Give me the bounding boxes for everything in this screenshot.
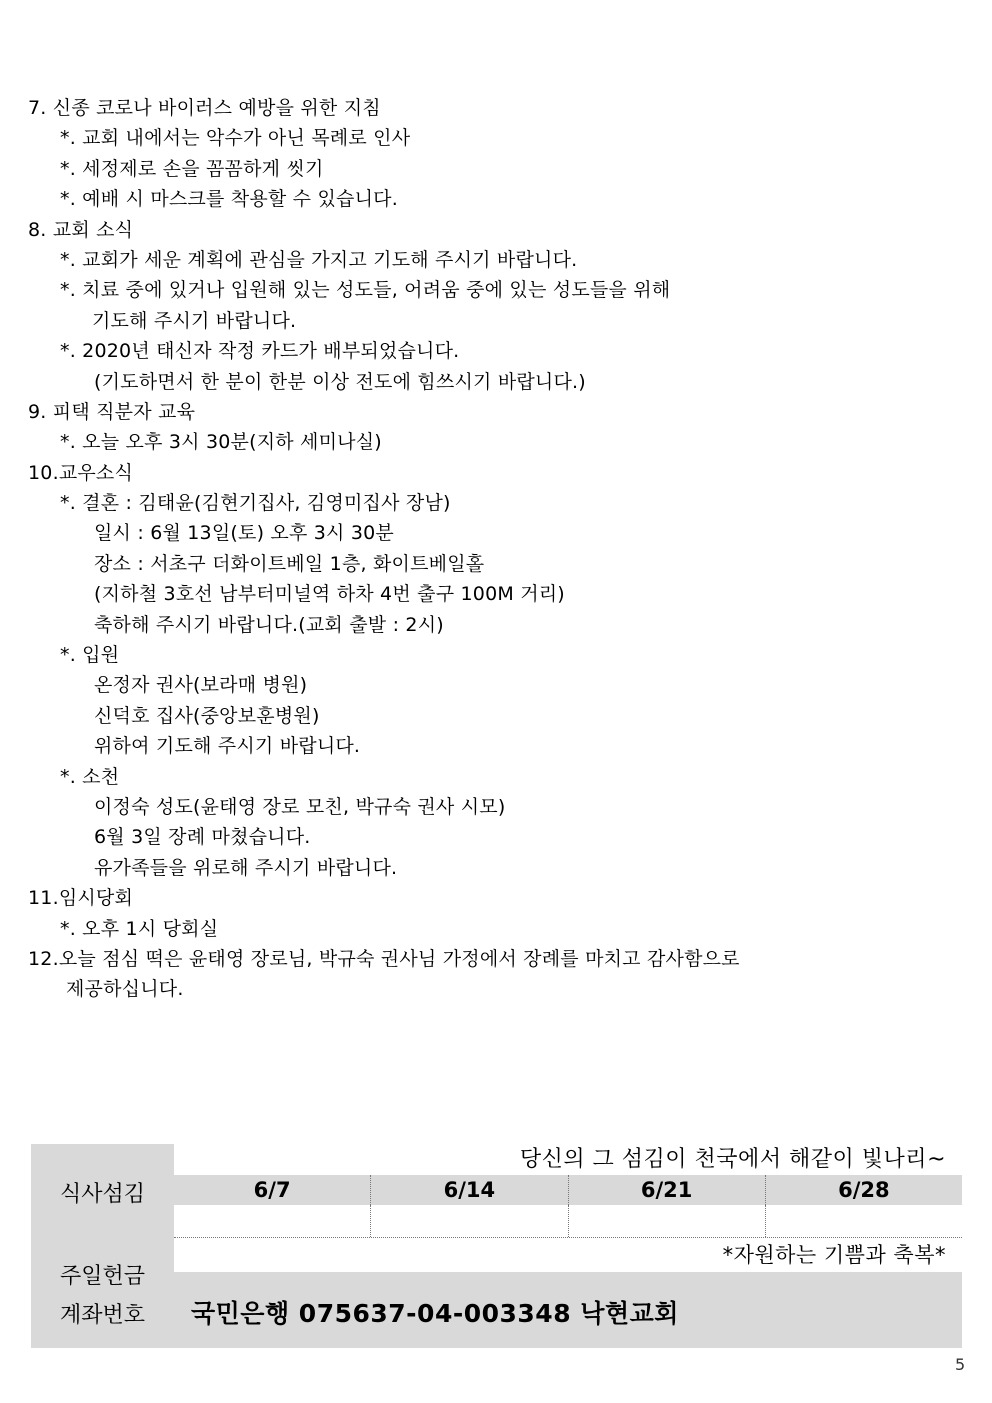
notice-detail: 이정숙 성도(윤태영 장로 모친, 박규숙 권사 시모): [94, 795, 506, 818]
notice-heading-9: 9. 피택 직분자 교육: [28, 400, 196, 423]
notice-heading-12: 12.오늘 점심 떡은 윤태영 장로님, 박규숙 권사님 가정에서 장례를 마치고 감사함으로: [28, 947, 740, 970]
notice-heading-7: 7. 신종 코로나 바이러스 예방을 위한 지침: [28, 97, 381, 119]
meal-motto: 당신의 그 섬김이 천국에서 해같이 빛나리~: [519, 1147, 946, 1172]
meal-label: 식사섬김: [59, 1182, 145, 1207]
meal-volunteer-row: [174, 1205, 962, 1238]
notice-item: *. 교회가 세운 계획에 관심을 가지고 기도해 주시기 바랍니다.: [60, 248, 578, 271]
page-number: 5: [955, 1355, 966, 1374]
notice-detail: 온정자 권사(보라매 병원): [94, 674, 308, 697]
meal-date: 6/14: [371, 1175, 568, 1205]
notice-detail: 일시 : 6월 13일(토) 오후 3시 30분: [94, 522, 394, 545]
meal-volunteer-cell: [569, 1205, 766, 1237]
service-table: [31, 1144, 962, 1348]
account-cell: [174, 1272, 962, 1348]
notice-item: *. 입원: [60, 644, 120, 667]
notice-detail: 유가족들을 위로해 주시기 바랍니다.: [94, 856, 398, 879]
notice-item: *. 소천: [60, 765, 120, 788]
notice-item: *. 오후 1시 당회실: [60, 917, 219, 940]
notice-heading-11: 11.임시당회: [28, 887, 134, 910]
account-label: 계좌번호: [59, 1303, 145, 1328]
offering-note: *자원하는 기쁨과 축복*: [722, 1243, 946, 1267]
notice-item-continued: 기도해 주시기 바랍니다.: [92, 309, 297, 332]
bank-account: 국민은행 075637-04-003348 낙현교회: [191, 1299, 679, 1328]
notice-list: [28, 93, 958, 1005]
notice-item: *. 치료 중에 있거나 입원해 있는 성도들, 어려움 중에 있는 성도들을 위해: [60, 279, 671, 302]
notice-item: *. 교회 내에서는 악수가 아닌 목례로 인사: [60, 127, 411, 150]
meal-label-cell: [31, 1144, 174, 1237]
notice-detail: 장소 : 서초구 더화이트베일 1층, 화이트베일홀: [94, 552, 485, 575]
notice-item: *. 2020년 태신자 작정 카드가 배부되었습니다.: [60, 340, 460, 363]
notice-detail: 6월 3일 장례 마쳤습니다.: [94, 826, 311, 849]
notice-item-continued: (기도하면서 한 분이 한분 이상 전도에 힘쓰시기 바랍니다.): [94, 370, 586, 393]
notice-detail: 위하여 기도해 주시기 바랍니다.: [94, 735, 361, 758]
notice-detail: 신덕호 집사(중앙보훈병원): [94, 704, 320, 727]
meal-date: 6/21: [569, 1175, 766, 1205]
notice-heading-10: 10.교우소식: [28, 461, 134, 484]
offering-label-cell: [31, 1237, 174, 1348]
notice-heading-8: 8. 교회 소식: [28, 218, 134, 241]
meal-volunteer-cell: [766, 1205, 962, 1237]
meal-dates-row: [174, 1175, 962, 1205]
notice-item: *. 오늘 오후 3시 30분(지하 세미나실): [60, 431, 382, 454]
notice-detail: (지하철 3호선 남부터미널역 하차 4번 출구 100M 거리): [94, 583, 565, 606]
offering-label: 주일헌금: [59, 1264, 145, 1289]
notice-item: *. 예배 시 마스크를 착용할 수 있습니다.: [60, 188, 398, 211]
notice-item-continued: 제공하십니다.: [66, 978, 184, 1001]
notice-item: *. 세정제로 손을 꼼꼼하게 씻기: [60, 157, 324, 180]
meal-volunteer-cell: [174, 1205, 371, 1237]
notice-item: *. 결혼 : 김태윤(김현기집사, 김영미집사 장남): [60, 492, 451, 515]
meal-date: 6/28: [838, 1178, 890, 1202]
notice-detail: 축하해 주시기 바랍니다.(교회 출발 : 2시): [94, 613, 444, 636]
meal-date: 6/7: [174, 1175, 371, 1205]
meal-volunteer-cell: [371, 1205, 568, 1237]
